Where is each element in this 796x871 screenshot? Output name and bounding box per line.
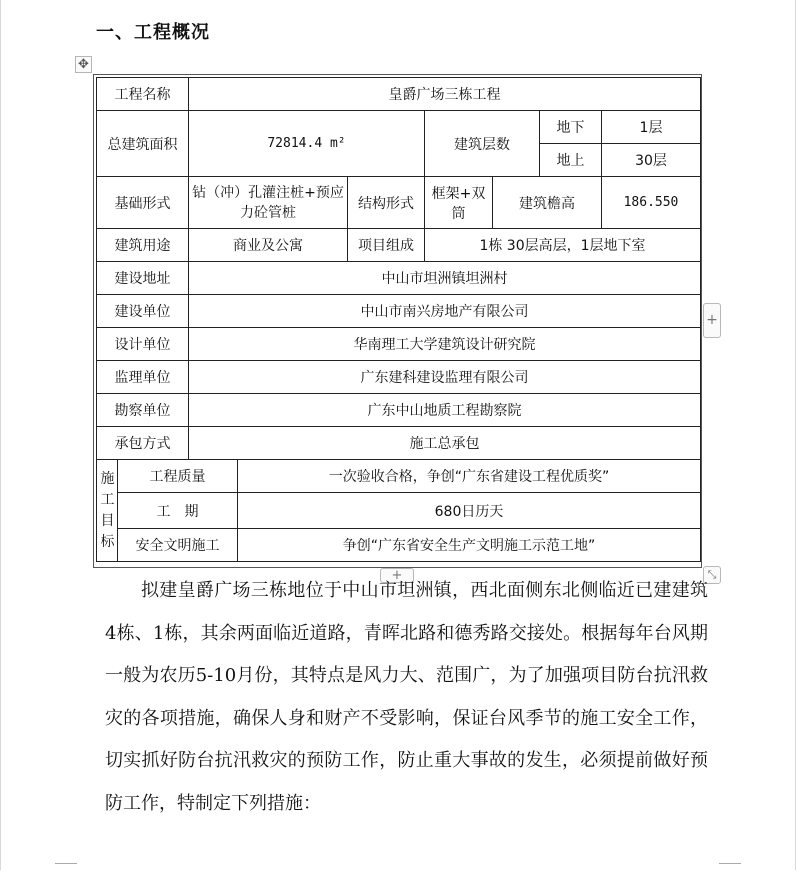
label-cell: 建筑层数	[425, 111, 540, 177]
value-cell: 一次验收合格，争创“广东省建设工程优质奖”	[238, 460, 701, 493]
label-cell: 基础形式	[97, 177, 189, 229]
resize-icon[interactable]: ⤡	[703, 566, 721, 584]
value-cell: 1层	[602, 111, 701, 144]
label-cell: 地上	[540, 144, 602, 177]
value-cell: 1栋 30层高层，1层地下室	[425, 229, 701, 262]
label-cell: 总建筑面积	[97, 111, 189, 177]
label-cell: 工程名称	[97, 78, 189, 111]
move-icon[interactable]: ✥	[75, 56, 92, 73]
table-row	[97, 529, 701, 562]
label-cell: 工程质量	[118, 460, 238, 493]
value-cell: 广东建科建设监理有限公司	[189, 361, 701, 394]
value-cell: 商业及公寓	[189, 229, 348, 262]
value-cell: 华南理工大学建筑设计研究院	[189, 328, 701, 361]
value-cell: 680日历天	[238, 493, 701, 529]
label-cell: 建设单位	[97, 295, 189, 328]
table-row	[97, 427, 701, 460]
label-cell: 建筑檐高	[493, 177, 602, 229]
value-cell: 施工总承包	[189, 427, 701, 460]
label-cell: 设计单位	[97, 328, 189, 361]
label-cell: 建筑用途	[97, 229, 189, 262]
value-cell: 186.550	[602, 177, 701, 229]
value-cell: 中山市坦洲镇坦洲村	[189, 262, 701, 295]
table-row	[97, 361, 701, 394]
page-left-edge	[0, 0, 1, 870]
value-cell: 72814.4 m²	[189, 111, 425, 177]
value-cell: 中山市南兴房地产有限公司	[189, 295, 701, 328]
table-row	[97, 460, 701, 493]
label-cell: 地下	[540, 111, 602, 144]
value-cell: 30层	[602, 144, 701, 177]
table-row	[97, 262, 701, 295]
goal-group-text: 施工目标	[100, 470, 115, 550]
table-row	[97, 493, 701, 529]
label-cell: 安全文明施工	[118, 529, 238, 562]
label-cell: 勘察单位	[97, 394, 189, 427]
table-row	[97, 328, 701, 361]
label-cell: 建设地址	[97, 262, 189, 295]
table-row	[97, 177, 701, 229]
table-row	[97, 78, 701, 111]
body-paragraph: 拟建皇爵广场三栋地位于中山市坦洲镇，西北面侧东北侧临近已建建筑4栋、1栋，其余两面临近道路，青晖北路和德秀路交接处。根据每年台风期一般为农历5-10月份，其特点是风力大、范围广，为了加强项目防台抗汛救灾的各项措施，确保人身和财产不受影响，保证台风季节的施工安全工作，切实抓好防台抗汛救灾的预防工作，防止重大事故的发生，必须提前做好预防工作，特制定下列措施：	[105, 580, 708, 814]
value-cell: 框架+双筒	[425, 177, 493, 229]
label-cell: 承包方式	[97, 427, 189, 460]
add-row-icon[interactable]: +	[380, 568, 414, 583]
value-cell: 广东中山地质工程勘察院	[189, 394, 701, 427]
value-cell: 钻（冲）孔灌注桩+预应力砼管桩	[189, 177, 348, 229]
label-cell: 结构形式	[348, 177, 425, 229]
value-cell: 皇爵广场三栋工程	[189, 78, 701, 111]
label-cell: 监理单位	[97, 361, 189, 394]
table-row	[97, 229, 701, 262]
table-row	[97, 394, 701, 427]
section-heading: 一、工程概况	[96, 22, 210, 43]
value-cell: 争创“广东省安全生产文明施工示范工地”	[238, 529, 701, 562]
table-row	[97, 295, 701, 328]
goal-group-label	[97, 460, 118, 562]
label-cell: 项目组成	[348, 229, 425, 262]
label-cell: 工 期	[118, 493, 238, 529]
table-row	[97, 111, 701, 144]
add-column-icon[interactable]: +	[703, 303, 721, 338]
project-overview-table	[96, 77, 701, 562]
